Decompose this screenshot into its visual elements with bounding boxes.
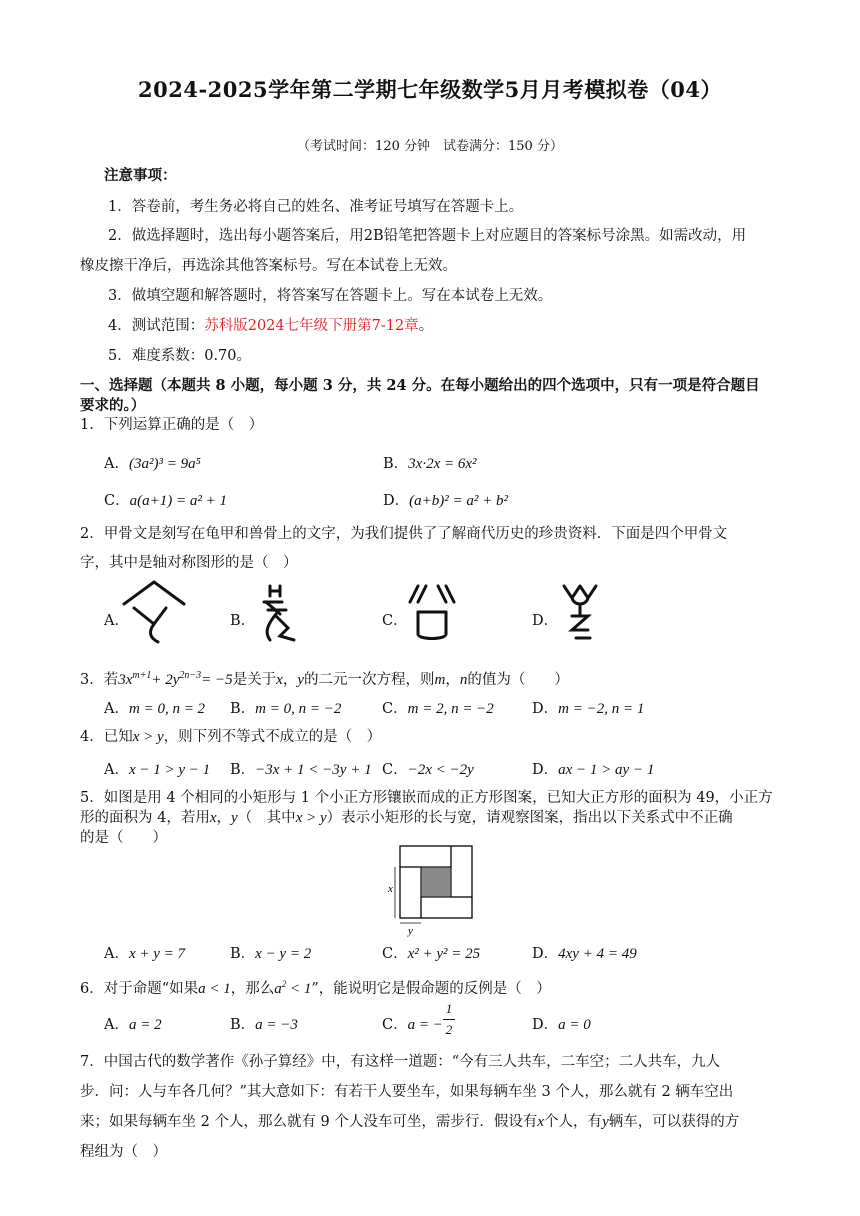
center-small-square (421, 867, 451, 897)
oracle-glyph-a-icon (120, 578, 190, 644)
q6-option-a-text: a = 2 (128, 1017, 162, 1033)
q5-option-d (532, 942, 637, 963)
q5-stem-line1: 5．如图是用 4 个相同的小矩形与 1 个小正方形镶嵌而成的正方形图案，已知大正方形的面积为 49，小正方 (80, 790, 773, 806)
option-label: A． (104, 456, 129, 472)
q1-option-c-text: a(a+1) = a² + 1 (129, 493, 227, 509)
q3-option-c (382, 697, 494, 718)
option-label: C． (382, 701, 408, 717)
q7-line3-part: 个人，有 (544, 1114, 603, 1130)
q5-option-b (230, 942, 311, 963)
var-x: x (209, 810, 217, 826)
notice-heading: 注意事项： (104, 167, 177, 184)
q1-option-a-text: (3a²)³ = 9a⁵ (128, 456, 201, 472)
q2-stem-line1: 2．甲骨文是刻写在龟甲和兽骨上的文字，为我们提供了了解商代历史的珍贵资料．下面是四个甲骨文 (80, 526, 728, 542)
notice-item-4 (108, 316, 433, 336)
q6-condition: a < 1 (198, 980, 231, 997)
q6-exponent: 2 (281, 979, 287, 989)
q6-option-c (382, 1013, 443, 1034)
q5-condition: x > y (295, 810, 327, 826)
q3-exp-1: m+1 (132, 670, 152, 681)
q4-option-b (230, 758, 372, 779)
section-heading-line2: 要求的。） (80, 397, 146, 414)
q3-eq-part: 3x (118, 671, 133, 688)
option-label: A． (104, 701, 129, 717)
q3-option-a (104, 697, 205, 718)
q6-frac-numerator: 1 (445, 1001, 453, 1016)
q6-option-d-text: a = 0 (558, 1017, 591, 1033)
q5-stem-part: ）表示小矩形的长与宽，请观察图案，指出以下关系式中不正确 (326, 810, 733, 826)
q3-stem-part: 的二元一次方程，则 (304, 671, 435, 688)
test-scope: 苏科版2024七年级下册第7-12章 (204, 318, 419, 334)
q4-stem-part: ，则下列不等式不成立的是（ ） (163, 729, 382, 745)
q3-option-a-text: m = 0, n = 2 (128, 701, 206, 717)
q3-option-d-text: m = −2, n = 1 (558, 701, 645, 717)
option-label: D． (532, 946, 559, 962)
q1-option-a (104, 452, 201, 473)
q4-option-d-text: ax − 1 > ay − 1 (558, 762, 655, 778)
var-x: x (537, 1114, 545, 1130)
var-x: x (276, 671, 283, 688)
q5-stem-part: ， (216, 810, 232, 826)
var-y: y (602, 1114, 609, 1130)
q6-option-a (104, 1013, 162, 1034)
oracle-glyph-d-icon (558, 580, 602, 644)
q4-option-d (532, 758, 654, 779)
q5-option-b-text: x − y = 2 (255, 946, 312, 962)
page-title: 2024-2025学年第二学期七年级数学5月月考模拟卷（04） (138, 77, 722, 102)
exam-info: （考试时间：120 分钟 试卷满分：150 分） (297, 139, 563, 154)
q3-stem-part: ， (282, 671, 298, 688)
var-y: y (297, 671, 305, 688)
q1-option-b (383, 452, 477, 473)
q3-option-b-text: m = 0, n = −2 (255, 701, 342, 717)
q2-option-d-label: D． (532, 613, 559, 629)
option-label: D． (532, 762, 559, 778)
q4-option-c-text: −2x < −2y (407, 762, 474, 778)
var-n: n (459, 671, 468, 688)
q1-stem: 1．下列运算正确的是（ ） (80, 417, 264, 433)
option-label: C． (382, 946, 408, 962)
q3-option-d (532, 697, 644, 718)
q5-option-d-text: 4xy + 4 = 49 (558, 946, 637, 962)
q5-option-a (104, 942, 185, 963)
notice-item-5: 5．难度系数：0.70。 (108, 348, 252, 364)
option-label: B． (383, 456, 409, 472)
q1-option-d (383, 489, 508, 510)
q3-stem-part: 3．若 (80, 671, 119, 688)
q3-stem-part: ， (445, 671, 460, 688)
q1-option-b-text: 3x·2x = 6x² (408, 456, 477, 472)
oracle-glyph-c-icon (404, 582, 460, 644)
option-label: B． (230, 701, 256, 717)
option-label: B． (230, 1017, 256, 1033)
q6-option-d (532, 1013, 591, 1034)
q5-stem-part: （ 其中 (237, 810, 296, 826)
q6-conclusion: < 1 (286, 980, 312, 997)
small-rect-bottom (421, 897, 472, 918)
q6-frac-denominator: 2 (445, 1022, 453, 1037)
q3-stem-part: 是关于 (232, 671, 277, 688)
q6-option-b-text: a = −3 (255, 1017, 298, 1033)
q6-frac-bar (443, 1019, 455, 1020)
q4-option-b-text: −3x + 1 < −3y + 1 (255, 762, 372, 778)
option-label: D． (532, 1017, 559, 1033)
option-label: D． (532, 701, 559, 717)
q7-line3 (80, 1112, 739, 1132)
option-label: A． (104, 946, 129, 962)
q2-stem-line2: 字，其中是轴对称图形的是（ ） (80, 555, 298, 571)
small-rect-left (400, 867, 421, 918)
notice-item-2-cont: 橡皮擦干净后，再选涂其他答案标号。写在本试卷上无效。 (80, 258, 457, 274)
q7-line3-part: 来；如果每辆车坐 2 个人，那么就有 9 个人没车可坐，需步行．假设有 (80, 1114, 538, 1130)
fig-label-x: x (388, 883, 393, 895)
option-label: C． (104, 493, 130, 509)
notice-item-1: 1．答卷前，考生务必将自己的姓名、准考证号填写在答题卡上。 (108, 199, 524, 215)
option-label: A． (104, 1017, 129, 1033)
q5-stem-line2 (80, 808, 733, 828)
q5-option-c-text: x² + y² = 25 (407, 946, 481, 962)
q6-stem-part: ”，能说明它是假命题的反例是（ ） (311, 980, 551, 997)
option-label: D． (383, 493, 410, 509)
fig-label-y: y (408, 925, 413, 937)
section-heading-line1: 一、选择题（本题共 8 小题，每小题 3 分，共 24 分。在每小题给出的四个选项中，只有一项是符合题目 (80, 377, 760, 394)
q7-line2: 步．问：人与车各几何？”其大意如下：有若干人要坐车，如果每辆车坐 3 个人，那么就有 2 辆车空出 (80, 1084, 734, 1100)
var-m: m (434, 671, 446, 688)
q6-option-c-text: a = − (407, 1017, 443, 1033)
q4-option-c (382, 758, 474, 779)
q4-stem (80, 727, 381, 747)
q5-stem-part: 形的面积为 4，若用 (80, 810, 210, 826)
q3-eq-part: = −5 (201, 671, 233, 688)
q3-eq-part: + 2y (151, 671, 180, 688)
q4-stem-part: 4．已知 (80, 729, 133, 745)
small-rect-top (400, 846, 451, 867)
q5-option-c (382, 942, 480, 963)
q6-conclusion: a (274, 980, 282, 997)
notice-item-4-prefix: 4．测试范围： (108, 318, 205, 334)
q7-line1: 7．中国古代的数学著作《孙子算经》中，有这样一道题：“今有三人共车，二车空；二人共车，九人 (80, 1054, 721, 1070)
q1-option-c (104, 489, 227, 510)
notice-item-4-suffix: 。 (418, 318, 434, 334)
option-label: A． (104, 762, 129, 778)
option-label: C． (382, 1017, 408, 1033)
small-rect-right (451, 846, 472, 897)
q6-stem-part: ，那么 (230, 980, 275, 997)
option-label: C． (382, 762, 408, 778)
q2-option-a-label: A． (104, 613, 129, 629)
q3-stem (80, 666, 569, 690)
var-y: y (231, 810, 238, 826)
q2-option-c-label: C． (382, 613, 408, 629)
q3-option-c-text: m = 2, n = −2 (407, 701, 494, 717)
tiling-square-figure (384, 844, 476, 937)
option-label: B． (230, 946, 256, 962)
q7-line4: 程组为（ ） (80, 1144, 167, 1160)
q3-exp-2: 2n−3 (179, 670, 202, 681)
oracle-glyph-b-icon (258, 582, 304, 644)
option-label: B． (230, 762, 256, 778)
q4-option-a-text: x − 1 > y − 1 (128, 762, 211, 778)
q7-line3-part: 辆车，可以获得的方 (608, 1114, 740, 1130)
notice-item-3: 3．做填空题和解答题时，将答案写在答题卡上。写在本试卷上无效。 (108, 288, 553, 304)
q6-stem-part: 6．对于命题“如果 (80, 980, 199, 997)
q5-option-a-text: x + y = 7 (128, 946, 186, 962)
notice-item-2: 2．做选择题时，选出每小题答案后，用2B铅笔把答题卡上对应题目的答案标号涂黑。如需改动，用 (108, 228, 747, 244)
q4-condition: x > y (132, 729, 164, 745)
q6-option-b (230, 1013, 298, 1034)
q2-option-b-label: B． (230, 613, 256, 629)
q1-option-d-text: (a+b)² = a² + b² (409, 493, 508, 509)
q3-option-b (230, 697, 341, 718)
q5-stem-line3: 的是（ ） (80, 830, 167, 846)
q6-stem (80, 974, 551, 999)
q4-option-a (104, 758, 210, 779)
q3-stem-part: 的值为（ ） (467, 671, 569, 688)
